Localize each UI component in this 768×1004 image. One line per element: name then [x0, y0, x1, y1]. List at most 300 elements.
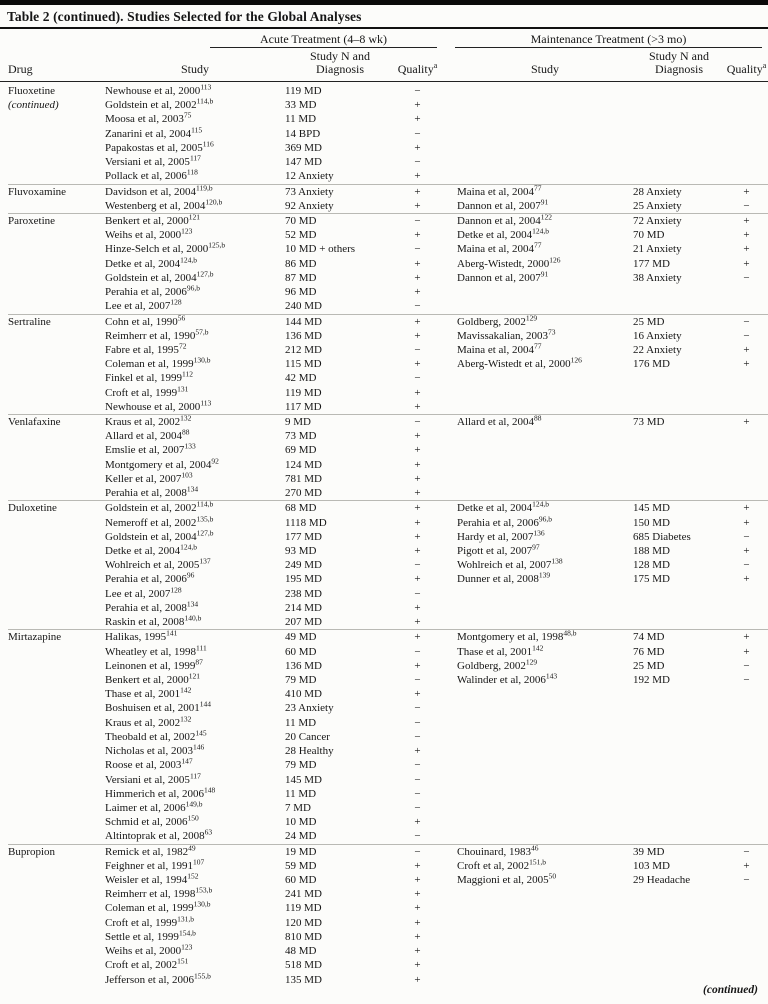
acute-quality-cell: − — [414, 673, 421, 686]
maintenance-n-diagnosis-cell — [633, 887, 725, 901]
column-gap-cell — [440, 415, 457, 429]
drug-cell — [8, 530, 105, 544]
reference-superscript: 153,b — [195, 885, 213, 895]
acute-study-cell: Versiani et al, 2005$^{117}$ — [105, 770, 201, 786]
maintenance-n-diagnosis-cell — [633, 127, 725, 141]
acute-study-cell: Altintoprak et al, 2008$^{63}$ — [105, 827, 213, 843]
maintenance-n-diagnosis-cell — [633, 285, 725, 299]
maintenance-n-diagnosis-cell: 73 MD — [633, 416, 665, 429]
acute-quality-cell: − — [414, 156, 421, 169]
maintenance-quality-cell: + — [743, 229, 750, 242]
reference-superscript: 121 — [188, 212, 200, 222]
drug-cell — [8, 486, 105, 500]
acute-quality-cell: + — [414, 688, 421, 701]
acute-quality-cell: + — [414, 99, 421, 112]
acute-study-cell: Moosa et al, 2003$^{75}$ — [105, 110, 192, 126]
maintenance-study-cell: Wohlreich et al, 2007$^{138}$ — [457, 556, 563, 572]
acute-study-cell: Cohn et al, 1990$^{56}$ — [105, 312, 186, 328]
column-gap-cell — [440, 659, 457, 673]
reference-superscript: 129 — [525, 657, 538, 667]
acute-n-diagnosis-cell: 87 MD — [285, 271, 317, 284]
maintenance-study-cell — [457, 801, 633, 815]
acute-n-diagnosis-cell: 11 MD — [285, 716, 317, 729]
reference-superscript: 88 — [533, 413, 542, 423]
drug-cell: Fluvoxamine — [8, 185, 67, 198]
acute-study-cell: Detke et al, 2004$^{124,b}$ — [105, 254, 198, 270]
reference-superscript: 77 — [533, 240, 542, 250]
maintenance-n-diagnosis-cell — [633, 787, 725, 801]
reference-superscript: 73 — [548, 327, 556, 337]
drug-cell — [8, 558, 105, 572]
maintenance-quality-cell — [725, 127, 768, 141]
maintenance-study-cell — [457, 84, 633, 98]
maintenance-n-diagnosis-cell — [633, 587, 725, 601]
acute-n-diagnosis-cell: 28 Healthy — [285, 745, 334, 758]
acute-quality-cell: − — [414, 343, 421, 356]
reference-superscript: 140,b — [184, 613, 202, 623]
acute-quality-cell: + — [414, 430, 421, 443]
acute-study-cell: Lee et al, 2007$^{128}$ — [105, 585, 182, 600]
maintenance-study-cell — [457, 701, 633, 715]
reference-superscript: 117 — [189, 770, 201, 780]
maintenance-n-diagnosis-cell — [633, 371, 725, 385]
reference-superscript: 77 — [533, 182, 542, 192]
maintenance-quality-cell — [725, 458, 768, 472]
maintenance-n-diagnosis-cell — [633, 155, 725, 169]
column-header-row — [8, 50, 768, 79]
maintenance-study-cell — [457, 787, 633, 801]
drug-section — [8, 213, 768, 314]
reference-superscript: 130,b — [193, 899, 211, 909]
column-gap-cell — [440, 958, 457, 972]
column-gap-cell — [440, 572, 457, 586]
maintenance-quality-cell — [725, 701, 768, 715]
reference-superscript: 125,b — [208, 240, 226, 250]
drug-cell — [8, 443, 105, 457]
maintenance-n-diagnosis-cell: 175 MD — [633, 573, 670, 586]
acute-quality-cell: + — [414, 945, 421, 958]
acute-quality-cell: − — [414, 645, 421, 658]
acute-study-cell: Boshuisen et al, 2001$^{144}$ — [105, 699, 211, 715]
acute-study-cell: Perahia et al, 2006$^{96}$ — [105, 570, 195, 586]
acute-study-cell: Weihs et al, 2000$^{123}$ — [105, 942, 193, 958]
reference-superscript: 128 — [170, 585, 182, 594]
drug-cell — [8, 343, 105, 357]
drug-cell — [8, 141, 105, 155]
reference-superscript: 75 — [183, 110, 192, 120]
acute-n-diagnosis-cell: 120 MD — [285, 916, 322, 929]
reference-superscript: 134 — [186, 484, 199, 494]
maintenance-quality-cell — [725, 916, 768, 930]
acute-quality-cell: + — [414, 487, 421, 500]
column-gap-cell — [440, 916, 457, 930]
acute-n-diagnosis-cell: 238 MD — [285, 587, 322, 600]
drug-cell — [8, 357, 105, 371]
acute-quality-cell: + — [414, 271, 421, 284]
drug-cell — [8, 673, 105, 687]
maintenance-quality-cell: − — [743, 199, 750, 212]
acute-n-diagnosis-cell: 119 MD — [285, 386, 322, 399]
maintenance-study-cell: Pigott et al, 2007$^{97}$ — [457, 542, 540, 557]
acute-quality-cell: + — [414, 286, 421, 299]
acute-study-cell: Fabre et al, 1995$^{72}$ — [105, 341, 187, 356]
acute-quality-cell: + — [414, 745, 421, 758]
acute-n-diagnosis-cell: 136 MD — [285, 659, 322, 672]
maintenance-study-cell — [457, 127, 633, 141]
reference-superscript: 119,b — [196, 182, 213, 192]
drug-cell — [8, 271, 105, 285]
drug-cell — [8, 472, 105, 486]
maintenance-n-diagnosis-cell — [633, 701, 725, 715]
reference-superscript: 143 — [545, 671, 558, 681]
reference-superscript: 115 — [191, 125, 203, 134]
maintenance-study-cell: Dannon et al, 2004$^{122}$ — [457, 212, 552, 227]
reference-superscript: 124,b — [180, 542, 198, 552]
maintenance-study-cell: Hardy et al, 2007$^{136}$ — [457, 528, 545, 543]
maintenance-study-cell — [457, 601, 633, 615]
column-gap-cell — [440, 271, 457, 285]
title-rule — [0, 27, 768, 29]
acute-quality-cell: + — [414, 916, 421, 929]
acute-study-cell: Westenberg et al, 2004$^{120,b}$ — [105, 197, 223, 212]
acute-study-cell: Davidson et al, 2004$^{119,b}$ — [105, 182, 213, 198]
drug-cell — [8, 859, 105, 873]
maintenance-study-cell — [457, 386, 633, 400]
drug-cell — [8, 155, 105, 169]
acute-study-cell: Goldstein et al, 2002$^{114,b}$ — [105, 499, 214, 515]
maintenance-n-diagnosis-cell: 176 MD — [633, 358, 670, 371]
acute-n-diagnosis-cell: 12 Anxiety — [285, 170, 334, 183]
maintenance-quality-cell: + — [743, 502, 750, 515]
acute-n-diagnosis-cell: 145 MD — [285, 773, 322, 786]
column-gap-cell — [440, 185, 457, 199]
column-gap-cell — [440, 787, 457, 801]
acute-quality-cell: − — [414, 801, 421, 814]
drug-cell — [8, 801, 105, 815]
acute-quality-cell: + — [414, 516, 421, 529]
acute-n-diagnosis-cell: 19 MD — [285, 845, 317, 858]
maintenance-n-diagnosis-cell — [633, 615, 725, 629]
drug-section — [8, 184, 768, 213]
drug-cell — [8, 127, 105, 141]
acute-quality-cell: − — [414, 716, 421, 729]
acute-study-cell: Wheatley et al, 1998$^{111}$ — [105, 642, 207, 658]
column-gap-cell — [440, 859, 457, 873]
column-gap-cell — [440, 645, 457, 659]
reference-superscript: 56 — [177, 312, 186, 322]
acute-quality-cell: − — [414, 127, 421, 140]
column-gap-cell — [440, 587, 457, 601]
maintenance-quality-cell — [725, 944, 768, 958]
acute-n-diagnosis-cell: 212 MD — [285, 343, 322, 356]
acute-study-cell: Jefferson et al, 2006$^{155,b}$ — [105, 970, 211, 986]
acute-quality-cell: + — [414, 616, 421, 629]
drug-cell — [8, 815, 105, 829]
maintenance-quality-cell: − — [743, 659, 750, 672]
reference-superscript: 131 — [177, 383, 189, 393]
reference-superscript: 121 — [188, 671, 200, 681]
maintenance-quality-cell — [725, 615, 768, 629]
maintenance-n-diagnosis-cell — [633, 930, 725, 944]
maintenance-study-cell: Dannon et al, 2007$^{91}$ — [457, 197, 549, 212]
acute-study-cell: Pollack et al, 2006$^{118}$ — [105, 167, 198, 183]
column-gap-cell — [440, 744, 457, 758]
acute-quality-cell: − — [414, 214, 421, 227]
maintenance-n-diagnosis-cell: 16 Anxiety — [633, 329, 682, 342]
maintenance-n-diagnosis-cell — [633, 601, 725, 615]
maintenance-study-cell: Detke et al, 2004$^{124,b}$ — [457, 226, 550, 242]
acute-n-diagnosis-cell: 20 Cancer — [285, 730, 330, 743]
column-gap-cell — [440, 486, 457, 500]
maintenance-study-cell: Mavissakalian, 2003$^{73}$ — [457, 327, 556, 342]
acute-n-diagnosis-cell: 518 MD — [285, 959, 322, 972]
reference-superscript: 50 — [548, 871, 557, 881]
acute-n-diagnosis-cell: 86 MD — [285, 257, 317, 270]
drug-section — [8, 844, 768, 987]
acute-quality-cell: + — [414, 472, 421, 485]
reference-superscript: 49 — [188, 842, 196, 852]
maintenance-n-diagnosis-cell — [633, 730, 725, 744]
maintenance-quality-cell: + — [743, 631, 750, 644]
drug-cell — [8, 916, 105, 930]
column-gap-cell — [440, 901, 457, 915]
reference-superscript: 127,b — [196, 528, 214, 538]
acute-n-diagnosis-cell: 68 MD — [285, 502, 317, 515]
reference-superscript: 131,b — [177, 914, 194, 924]
column-header-acute-n-diagnosis: Study N and Diagnosis — [310, 49, 370, 76]
column-gap-cell — [440, 315, 457, 329]
acute-n-diagnosis-cell: 369 MD — [285, 141, 322, 154]
maintenance-n-diagnosis-cell — [633, 98, 725, 112]
reference-superscript: 123 — [181, 942, 193, 952]
drug-cell — [8, 285, 105, 299]
acute-study-cell: Coleman et al, 1999$^{130,b}$ — [105, 355, 211, 371]
maintenance-quality-cell: + — [743, 358, 750, 371]
acute-quality-cell: + — [414, 601, 421, 614]
drug-cell: Bupropion — [8, 845, 56, 858]
acute-n-diagnosis-cell: 14 BPD — [285, 127, 321, 140]
acute-study-cell: Theobald et al, 2002$^{145}$ — [105, 728, 207, 743]
maintenance-n-diagnosis-cell — [633, 141, 725, 155]
acute-quality-cell: + — [414, 185, 421, 198]
column-gap-cell — [440, 285, 457, 299]
acute-n-diagnosis-cell: 96 MD — [285, 286, 317, 299]
maintenance-study-cell — [457, 299, 633, 313]
column-gap-cell — [440, 615, 457, 629]
maintenance-study-cell: Detke et al, 2004$^{124,b}$ — [457, 499, 550, 515]
acute-study-cell: Nemeroff et al, 2002$^{135,b}$ — [105, 513, 214, 529]
maintenance-quality-cell — [725, 371, 768, 385]
reference-superscript: 77 — [533, 341, 542, 351]
maintenance-study-cell — [457, 730, 633, 744]
drug-section — [8, 84, 768, 184]
maintenance-n-diagnosis-cell — [633, 829, 725, 843]
drug-cell — [8, 701, 105, 715]
acute-n-diagnosis-cell: 214 MD — [285, 601, 322, 614]
maintenance-n-diagnosis-cell — [633, 958, 725, 972]
maintenance-quality-cell: − — [743, 845, 750, 858]
maintenance-study-cell — [457, 458, 633, 472]
drug-cell — [8, 716, 105, 730]
acute-quality-cell: + — [414, 329, 421, 342]
reference-superscript: 150 — [187, 813, 199, 823]
column-header-acute-study: Study — [180, 62, 209, 76]
acute-quality-cell: + — [414, 530, 421, 543]
drug-cell — [8, 758, 105, 772]
drug-cell — [8, 386, 105, 400]
maintenance-quality-cell: + — [743, 243, 750, 256]
maintenance-quality-cell — [725, 285, 768, 299]
reference-superscript: 124,b — [180, 254, 198, 264]
acute-study-cell: Kraus et al, 2002$^{132}$ — [105, 413, 192, 429]
acute-n-diagnosis-cell: 136 MD — [285, 329, 322, 342]
reference-superscript: 113 — [200, 82, 212, 92]
maintenance-n-diagnosis-cell: 25 Anxiety — [633, 199, 682, 212]
acute-n-diagnosis-cell: 69 MD — [285, 444, 317, 457]
acute-study-cell: Reimherr et al, 1990$^{57,b}$ — [105, 327, 209, 342]
column-gap-cell — [440, 516, 457, 530]
acute-study-cell: Goldstein et al, 2004$^{127,b}$ — [105, 528, 214, 543]
maintenance-study-cell — [457, 829, 633, 843]
reference-superscript: 154,b — [178, 928, 196, 938]
maintenance-study-cell: Montgomery et al, 1998$^{48,b}$ — [457, 628, 577, 644]
acute-n-diagnosis-cell: 10 MD + others — [285, 243, 356, 256]
reference-superscript: 117 — [189, 153, 201, 163]
drug-cell — [8, 687, 105, 701]
maintenance-study-cell — [457, 758, 633, 772]
drug-cell — [8, 659, 105, 673]
maintenance-quality-cell: + — [743, 343, 750, 356]
maintenance-quality-cell — [725, 716, 768, 730]
maintenance-quality-cell — [725, 472, 768, 486]
reference-superscript: 130,b — [193, 355, 211, 365]
acute-study-cell: Kraus et al, 2002$^{132}$ — [105, 713, 192, 729]
acute-quality-cell: + — [414, 930, 421, 943]
maintenance-quality-cell — [725, 587, 768, 601]
maintenance-n-diagnosis-cell — [633, 443, 725, 457]
acute-quality-cell: + — [414, 386, 421, 399]
acute-n-diagnosis-cell: 73 MD — [285, 430, 317, 443]
acute-n-diagnosis-cell: 119 MD — [285, 85, 322, 97]
maintenance-study-cell — [457, 285, 633, 299]
maintenance-quality-cell — [725, 958, 768, 972]
acute-study-cell: Laimer et al, 2006$^{149,b}$ — [105, 799, 203, 814]
reference-superscript: 87 — [195, 657, 203, 667]
column-gap-cell — [440, 199, 457, 213]
acute-n-diagnosis-cell: 195 MD — [285, 573, 322, 586]
maintenance-study-cell — [457, 112, 633, 126]
column-gap-cell — [440, 716, 457, 730]
drug-cell — [8, 615, 105, 629]
acute-quality-cell: − — [414, 587, 421, 600]
column-gap-cell — [440, 544, 457, 558]
reference-superscript: 146 — [192, 742, 205, 752]
column-gap-cell — [440, 873, 457, 887]
maintenance-quality-cell — [725, 758, 768, 772]
column-gap-cell — [440, 801, 457, 815]
acute-quality-cell: + — [414, 502, 421, 515]
maintenance-quality-cell: − — [743, 673, 750, 686]
maintenance-n-diagnosis-cell — [633, 429, 725, 443]
maintenance-study-cell — [457, 141, 633, 155]
acute-quality-cell: − — [414, 759, 421, 772]
maintenance-group-header: Maintenance Treatment (>3 mo) — [455, 32, 762, 48]
maintenance-n-diagnosis-cell — [633, 944, 725, 958]
acute-n-diagnosis-cell: 410 MD — [285, 688, 322, 701]
continued-note: (continued) — [703, 984, 758, 996]
maintenance-quality-cell: + — [743, 859, 750, 872]
maintenance-n-diagnosis-cell — [633, 758, 725, 772]
acute-quality-cell: − — [414, 559, 421, 572]
drug-cell: (continued) — [8, 99, 59, 112]
maintenance-study-cell — [457, 815, 633, 829]
maintenance-study-cell: Maggioni et al, 2005$^{50}$ — [457, 871, 557, 887]
acute-study-cell: Thase et al, 2001$^{142}$ — [105, 685, 192, 701]
reference-superscript: 132 — [180, 713, 192, 723]
acute-n-diagnosis-cell: 10 MD — [285, 816, 317, 829]
column-gap-cell — [440, 357, 457, 371]
reference-superscript: 57,b — [195, 327, 209, 337]
top-rule-bar — [0, 0, 768, 5]
maintenance-n-diagnosis-cell — [633, 112, 725, 126]
acute-quality-cell: + — [414, 444, 421, 457]
column-gap-cell — [440, 443, 457, 457]
maintenance-n-diagnosis-cell: 70 MD — [633, 229, 665, 242]
column-header-maintenance-quality: Quality$^a$ — [726, 61, 767, 76]
maintenance-quality-cell — [725, 744, 768, 758]
acute-quality-cell: + — [414, 315, 421, 328]
acute-n-diagnosis-cell: 249 MD — [285, 559, 322, 572]
maintenance-quality-cell — [725, 84, 768, 98]
reference-superscript: 132 — [180, 413, 192, 423]
acute-n-diagnosis-cell: 60 MD — [285, 874, 317, 887]
column-gap-cell — [440, 214, 457, 228]
column-gap-cell — [440, 829, 457, 843]
maintenance-study-cell: Croft et al, 2002$^{151,b}$ — [457, 857, 546, 872]
acute-study-cell: Wohlreich et al, 2005$^{137}$ — [105, 556, 211, 572]
maintenance-quality-cell: − — [743, 329, 750, 342]
reference-superscript: 91 — [540, 269, 549, 279]
maintenance-study-cell: Dunner et al, 2008$^{139}$ — [457, 570, 551, 586]
column-gap-cell — [440, 558, 457, 572]
column-gap-cell — [440, 530, 457, 544]
reference-superscript: 126 — [549, 254, 561, 264]
reference-superscript: 148 — [203, 785, 216, 795]
column-gap-cell — [440, 299, 457, 313]
acute-study-cell: Newhouse et al, 2000$^{113}$ — [105, 82, 212, 97]
maintenance-quality-cell: − — [743, 315, 750, 328]
acute-quality-cell: − — [414, 787, 421, 800]
acute-study-cell: Perahia et al, 2008$^{134}$ — [105, 599, 199, 614]
acute-n-diagnosis-cell: 23 Anxiety — [285, 702, 334, 715]
maintenance-quality-cell — [725, 299, 768, 313]
acute-n-diagnosis-cell: 52 MD — [285, 229, 317, 242]
acute-n-diagnosis-cell: 70 MD — [285, 214, 317, 227]
reference-superscript: 139 — [538, 570, 551, 580]
acute-n-diagnosis-cell: 11 MD — [285, 787, 317, 800]
maintenance-quality-cell — [725, 730, 768, 744]
maintenance-quality-cell: − — [743, 874, 750, 887]
drug-cell — [8, 587, 105, 601]
acute-study-cell: Reimherr et al, 1998$^{153,b}$ — [105, 885, 213, 901]
maintenance-quality-cell — [725, 155, 768, 169]
acute-study-cell: Nicholas et al, 2003$^{146}$ — [105, 742, 205, 758]
maintenance-study-cell — [457, 944, 633, 958]
maintenance-study-cell: Maina et al, 2004$^{77}$ — [457, 341, 542, 356]
acute-n-diagnosis-cell: 207 MD — [285, 616, 322, 629]
drug-cell — [8, 601, 105, 615]
drug-cell — [8, 787, 105, 801]
